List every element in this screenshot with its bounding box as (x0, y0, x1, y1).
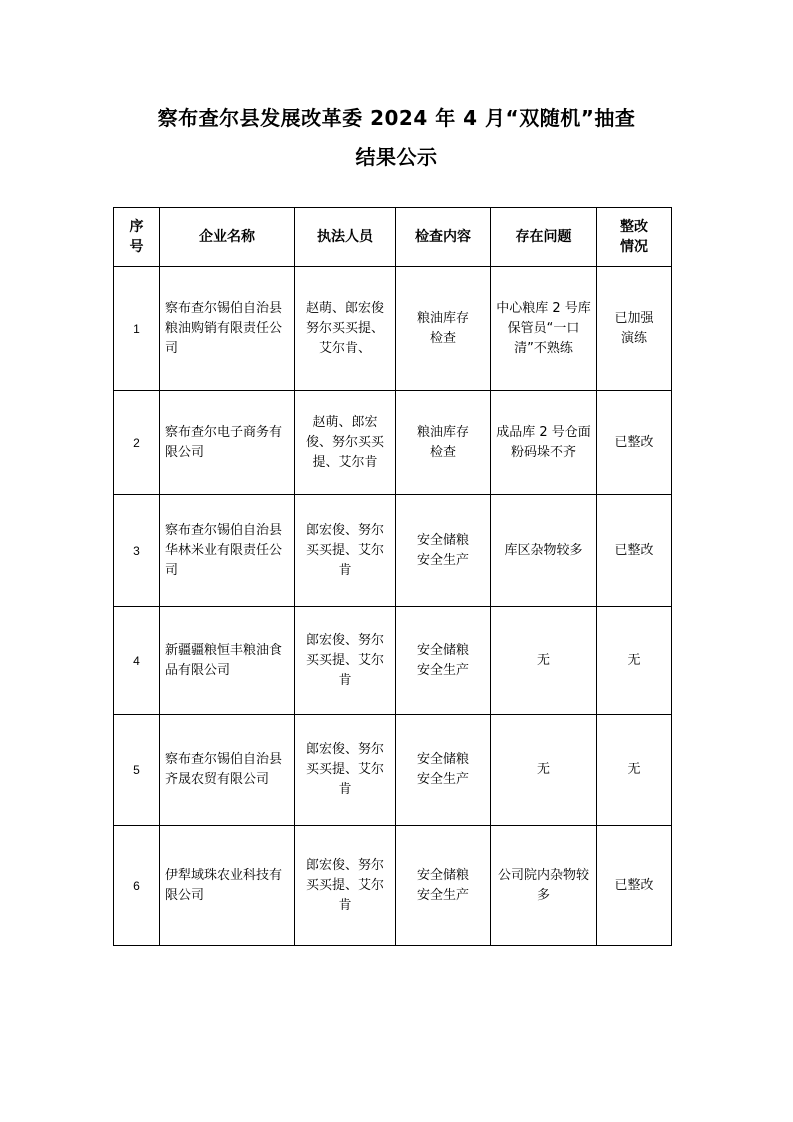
row-content: 安全储粮安全生产 (396, 826, 491, 946)
row-company: 察布查尔锡伯自治县齐晟农贸有限公司 (160, 715, 295, 826)
row-staff: 郎宏俊、努尔买买提、艾尔肯 (295, 607, 396, 715)
row-rectify: 已整改 (597, 391, 672, 495)
row-problem: 无 (491, 607, 597, 715)
row-index: 3 (114, 495, 160, 607)
document-title-line1: 察布查尔县发展改革委 2024 年 4 月“双随机”抽查 (157, 106, 636, 130)
row-rectify: 已整改 (597, 826, 672, 946)
row-staff: 郎宏俊、努尔买买提、艾尔肯 (295, 715, 396, 826)
header-rectify: 整改情况 (597, 208, 672, 267)
table-row (114, 715, 672, 826)
row-company: 伊犁域珠农业科技有限公司 (160, 826, 295, 946)
row-rectify: 无 (597, 607, 672, 715)
row-rectify: 已加强演练 (597, 267, 672, 391)
row-problem: 中心粮库 2 号库保管员“一口清”不熟练 (491, 267, 597, 391)
row-staff: 赵萌、郎宏俊、努尔买买提、艾尔肯 (295, 391, 396, 495)
table-header-row (114, 208, 672, 267)
header-index: 序号 (114, 208, 160, 267)
header-content: 检查内容 (396, 208, 491, 267)
row-company: 察布查尔锡伯自治县粮油购销有限责任公司 (160, 267, 295, 391)
row-rectify: 无 (597, 715, 672, 826)
row-content: 安全储粮安全生产 (396, 715, 491, 826)
row-company: 新疆疆粮恒丰粮油食品有限公司 (160, 607, 295, 715)
row-problem: 成品库 2 号仓面粉码垛不齐 (491, 391, 597, 495)
row-index: 2 (114, 391, 160, 495)
row-content: 粮油库存检查 (396, 391, 491, 495)
row-rectify: 已整改 (597, 495, 672, 607)
row-content: 安全储粮安全生产 (396, 607, 491, 715)
row-staff: 郎宏俊、努尔买买提、艾尔肯 (295, 495, 396, 607)
table-row (114, 495, 672, 607)
row-staff: 郎宏俊、努尔买买提、艾尔肯 (295, 826, 396, 946)
row-content: 安全储粮安全生产 (396, 495, 491, 607)
row-index: 1 (114, 267, 160, 391)
row-problem: 公司院内杂物较多 (491, 826, 597, 946)
row-index: 5 (114, 715, 160, 826)
table-row (114, 826, 672, 946)
table-row (114, 267, 672, 391)
row-problem: 无 (491, 715, 597, 826)
header-problem: 存在问题 (491, 208, 597, 267)
header-company: 企业名称 (160, 208, 295, 267)
table-row (114, 391, 672, 495)
document-title-line2: 结果公示 (355, 145, 438, 169)
row-company: 察布查尔电子商务有限公司 (160, 391, 295, 495)
row-content: 粮油库存检查 (396, 267, 491, 391)
row-staff: 赵萌、郎宏俊努尔买买提、艾尔肯、 (295, 267, 396, 391)
row-index: 4 (114, 607, 160, 715)
header-staff: 执法人员 (295, 208, 396, 267)
row-problem: 库区杂物较多 (491, 495, 597, 607)
table-row (114, 607, 672, 715)
row-company: 察布查尔锡伯自治县华林米业有限责任公司 (160, 495, 295, 607)
inspection-results-table (113, 207, 672, 946)
row-index: 6 (114, 826, 160, 946)
